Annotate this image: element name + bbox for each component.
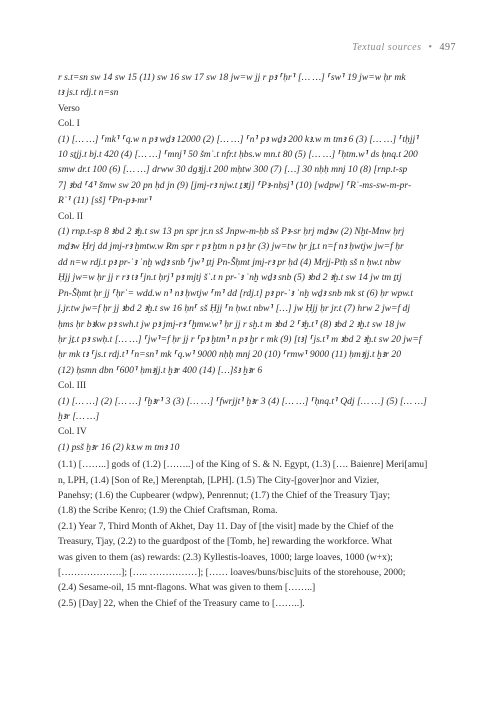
section-heading-col-3: Col. III bbox=[58, 380, 87, 392]
text-line: (1) [… …] ⸢mk⸣ ⸢q.w n pꜣ wḏꜣ 12000 (2) [… …] ⸢n⸣ pꜣ wḏꜣ 200 kꜣ.w m tmꜣ 6 (3) [… …] ⸢tḥjj⸣ bbox=[58, 133, 419, 145]
translation-line: (2.4) Sesame-oil, 15 mnt-flagons. What was given to them [……..] bbox=[58, 582, 316, 594]
section-heading-col-2: Col. II bbox=[58, 210, 84, 222]
text-line: 10 sṯjj.t bj.t 420 (4) [… …] ⸢mnj⸣ 50 šmʿ.t nfr.t ḥbs.w mn.t 80 (5) [… …] ⸢ḥtm.w⸣ ds ḥnq.t 200 bbox=[58, 149, 418, 161]
text-line: ḫꜣr [… …] bbox=[58, 410, 100, 422]
text-line-highlight bbox=[58, 178, 458, 193]
section-heading-col-1: Col. I bbox=[58, 118, 80, 130]
text-line: (1) psš ḫꜣr 16 (2) kꜣ.w m tmꜣ 10 bbox=[58, 441, 180, 453]
translation-line: [……………….]; [….. ……………]; […… loaves/buns/bisc]uits of the storehouse, 2000; bbox=[58, 567, 406, 578]
translation-line: n, LPH, (1.4) [Son of Re,] Merenptah, [LPH]. (1.5) The City-[gover]nor and Vizier, bbox=[58, 474, 380, 486]
text-line: r s.t=sn sw 14 sw 15 (11) sw 16 sw 17 sw 18 jw=w jj r pꜣ ⸢ḥr⸣ [… …] ⸢sw⸣ 19 jw=w ḥr mk bbox=[58, 72, 406, 83]
text-line: Ḥjj jw=w ḥr jj r rꜣ tꜣ ⸢jn.t ḥrj⸣ pꜣ mjtj šʿ.t n pr-ʿꜣ ʿnḫ wḏꜣ snb (5) ꜣbd 2 ꜣḫ.t sw 14 jw tm ṯtj bbox=[58, 272, 402, 284]
translation-line: (1.1) [……..] gods of (1.2) [……..] of the King of S. & N. Egypt, (1.3) […. Baienre] Meri[amu] bbox=[58, 459, 428, 471]
section-heading-verso: Verso bbox=[58, 102, 80, 114]
running-head-separator: • bbox=[428, 42, 433, 53]
translation-line: (2.1) Year 7, Third Month of Akhet, Day 11. Day of [the visit] made by the Chief of the bbox=[58, 520, 394, 532]
page-body bbox=[58, 70, 458, 611]
line-part: 7] ꜣbd ⸢4⸣ šmw sw 20 pn ḥd jn (9) [jmj-rꜣ njw.t ṯꜣtj] ⸢Pꜣ-nḥsj⸣ (10) [wdpw] ⸢Rʿ-ms-sw-m-pr- bbox=[58, 179, 412, 191]
text-line: ḥr jṯ.t pꜣ swḥ.t [… …] ⸢jw⸣=f ḥr jj r ⸢pꜣ ḫtm⸣ n pꜣ ḫr r mk (9) [tꜣ] ⸢js.t⸣ m ꜣbd 2 ꜣḫ.t sw 20 jw=f bbox=[58, 333, 422, 345]
text-line: tꜣ js.t rdj.t n=sn bbox=[58, 87, 119, 99]
text-line: Rʿ⸣ (11) [sš] ⸢Pn-pꜣ-mr⸣ bbox=[58, 195, 152, 207]
text-line: (1) [… …] (2) [… …] ⸢ḫꜣr⸣ 3 (3) [… …] ⸢fwrjjt⸣ ḫꜣr 3 (4) [… …] ⸢ḥnq.t⸣ Qdj [… …] (5) [… …] bbox=[58, 395, 427, 407]
text-line: j.jr.tw jw=f ḥr jj ꜣbd 2 ꜣḫ.t sw 16 ḥn⸢ sš Ḥjj ⸢n ḥw.t nbw⸣ […] jw Ḥjj ḥr jr.t (7) hrw 2 jw=f dj bbox=[58, 303, 411, 315]
translation-block bbox=[58, 457, 458, 611]
running-head-title: Textual sources bbox=[352, 42, 422, 53]
translation-line: (1.8) the Scribe Kenro; (1.9) the Chief Craftsman, Roma. bbox=[58, 505, 278, 517]
text-line: mḏꜣw Ḥrj dd jmj-rꜣ ḫmtw.w Rm spr r pꜣ ḫtm n pꜣ ḫr (3) jw=tw ḥr jṯ.t n=f nꜣ ḥwtjw jw=f ḥr bbox=[58, 241, 404, 253]
text-line: ḥms ḥr bꜣkw pꜣ swh.t jw pꜣ jmj-rꜣ ⸢ḫmw.w⸣ ḥr jj r sḫ.t m ꜣbd 2 ⸢ꜣḫ.t⸣ (8) ꜣbd 2 ꜣḫ.t sw 18 jw bbox=[58, 318, 406, 330]
text-line: (1) rnp.t-sp 8 ꜣbd 2 ꜣḫ.t sw 13 pn spr jr.n sš Jnpw-m-ḥb sš Pꜣ-sr ḥrj mḏꜣw (2) Nḫt-Mnw ḥrj bbox=[58, 226, 405, 238]
section-heading-col-4: Col. IV bbox=[58, 426, 87, 438]
text-line: (12) ḥsmn dbn ⸢600⸣ ḥmꜣjj.t ḫꜣr 400 (14) […]šꜣ ḫꜣr 6 bbox=[58, 364, 263, 376]
page-number: 497 bbox=[439, 42, 456, 53]
transliteration-block bbox=[58, 70, 458, 455]
running-head bbox=[352, 42, 456, 53]
text-line: dd n=w rdj.t pꜣ pr-ʿꜣ ʿnḫ wḏꜣ snb ⸢jw⸣ ṯtj Pn-Šḥmt jmj-rꜣ pr ḥd (4) Mrjj-Ptḥ sš n ḥw.t nbw bbox=[58, 256, 401, 268]
text-line: Pn-Šḥmt ḥr jj ⸢ḥrʿ= wdd.w n⸣ nꜣ ḥwtjw ⸢m⸣ dd [rdj.t] pꜣ pr-ʿꜣ ʿnḫ wḏꜣ snb mk st (6) ḥr wpw.t bbox=[58, 287, 413, 299]
translation-line-cupbearer bbox=[58, 488, 458, 503]
text-line: ḥr mk tꜣ ⸢js.t rdj.t⸣ ⸢n=sn⸣ mk ⸢q.w⸣ 9000 nḥḥ mnj 20 (10) ⸢rmw⸣ 9000 (11) ḥmꜣjj.t ḫꜣr 20 bbox=[58, 349, 401, 361]
translation-line: (2.5) [Day] 22, when the Chief of the Treasury came to [……..]. bbox=[58, 597, 305, 609]
text-line: smw dr.t 100 (6) [… …] drww 30 dgꜣjj.t 200 mḥtw 300 (7) […] 30 nḥḥ mnj 10 (8) [rnp.t-sp bbox=[58, 164, 408, 176]
translation-line: Treasury, Tjay, (2.2) to the guardpost of the [Tomb, he] rewarding the workforce. What bbox=[58, 536, 393, 548]
translation-line: was given to them (as) rewards: (2.3) Kyllestis-loaves, 1000; large loaves, 1000 (w+x); bbox=[58, 551, 393, 563]
translation-part: Panehsy; (1.6) the Cupbearer (wdpw), Penrennut; (1.7) the Chief of the Treasury Tjay; bbox=[58, 489, 391, 501]
